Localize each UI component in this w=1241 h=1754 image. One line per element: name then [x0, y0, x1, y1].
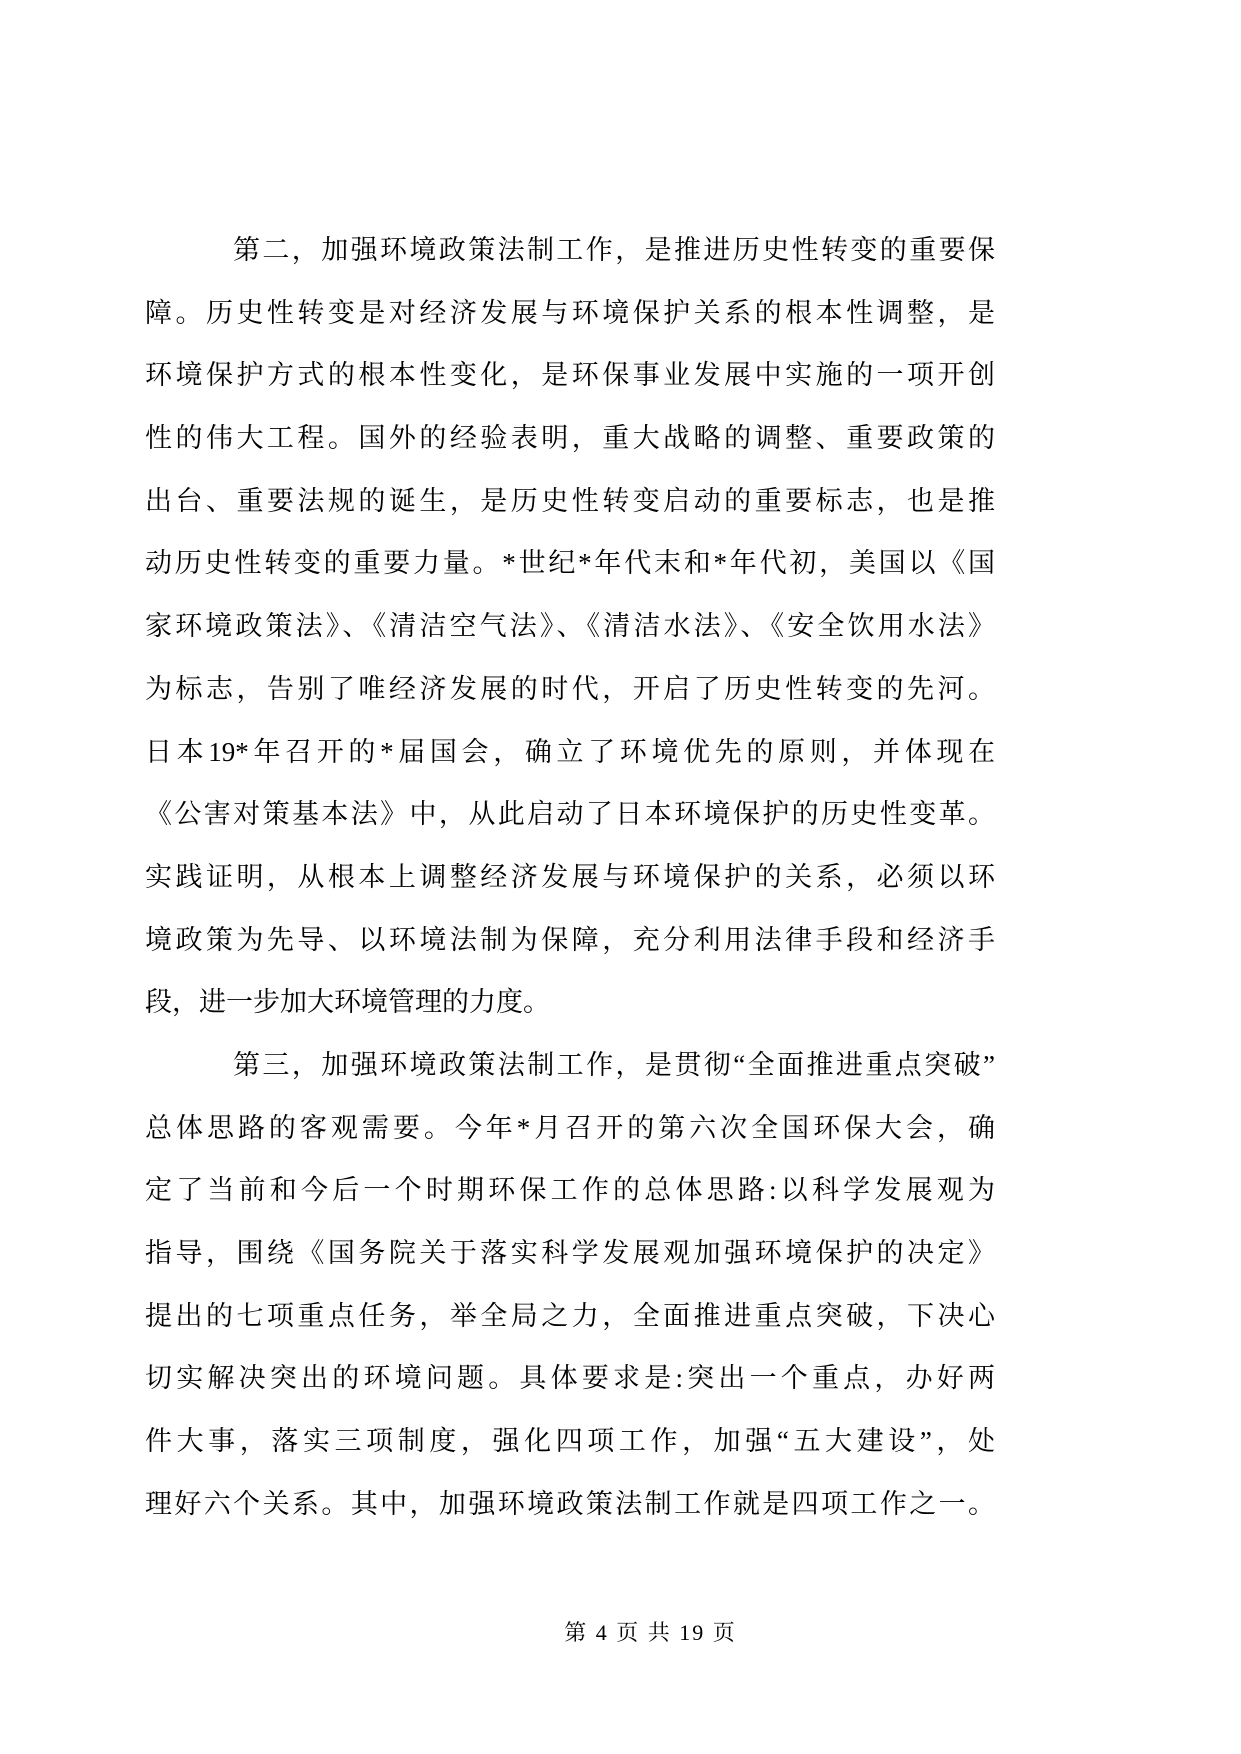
page-number-indicator — [564, 1620, 737, 1645]
page-footer — [0, 1616, 1241, 1647]
current-page-number: 4 — [595, 1620, 609, 1645]
total-pages-number: 19 — [679, 1620, 706, 1645]
total-word-suffix: 页 — [712, 1620, 737, 1645]
text-line: 动历史性转变的重要力量。*世纪*年代末和*年代初，美国以《国 — [145, 548, 995, 579]
text-line: 日本19*年召开的*届国会，确立了环境优先的原则，并体现在 — [145, 736, 995, 767]
text-line: 件大事，落实三项制度，强化四项工作，加强“五大建设”，处 — [145, 1426, 995, 1457]
text-line: 理好六个关系。其中，加强环境政策法制工作就是四项工作之一。 — [145, 1488, 995, 1519]
text-line: 《公害对策基本法》中，从此启动了日本环境保护的历史性变革。 — [145, 799, 995, 830]
text-line: 切实解决突出的环境问题。具体要求是:突出一个重点，办好两 — [145, 1363, 995, 1394]
text-line: 实践证明，从根本上调整经济发展与环境保护的关系，必须以环 — [145, 861, 995, 892]
text-line: 境政策为先导、以环境法制为保障，充分利用法律手段和经济手 — [145, 924, 995, 955]
paragraph-third-point — [145, 1034, 995, 1536]
text-line: 性的伟大工程。国外的经验表明，重大战略的调整、重要政策的 — [145, 423, 995, 454]
text-line: 障。历史性转变是对经济发展与环境保护关系的根本性调整，是 — [145, 297, 995, 328]
page-word-suffix: 页 — [616, 1620, 641, 1645]
document-body — [145, 219, 995, 1535]
paragraph-second-point — [145, 219, 995, 1034]
text-line: 总体思路的客观需要。今年*月召开的第六次全国环保大会，确 — [145, 1112, 995, 1143]
text-line: 第二，加强环境政策法制工作，是推进历史性转变的重要保 — [233, 235, 995, 265]
text-line: 指导，围绕《国务院关于落实科学发展观加强环境保护的决定》 — [145, 1238, 995, 1268]
text-line: 环境保护方式的根本性变化，是环保事业发展中实施的一项开创 — [145, 360, 995, 391]
text-line: 第三，加强环境政策法制工作，是贯彻“全面推进重点突破” — [233, 1049, 995, 1080]
page-word-prefix: 第 — [564, 1620, 589, 1645]
text-line: 段，进一步加大环境管理的力度。 — [145, 987, 550, 1018]
total-word-prefix: 共 — [647, 1620, 672, 1645]
text-line: 提出的七项重点任务，举全局之力，全面推进重点突破，下决心 — [145, 1300, 995, 1331]
text-line: 出台、重要法规的诞生，是历史性转变启动的重要标志，也是推 — [145, 485, 995, 516]
text-line: 定了当前和今后一个时期环保工作的总体思路:以科学发展观为 — [145, 1175, 995, 1206]
text-line: 家环境政策法》、《清洁空气法》、《清洁水法》、《安全饮用水法》 — [145, 611, 995, 642]
text-line: 为标志，告别了唯经济发展的时代，开启了历史性转变的先河。 — [145, 673, 995, 704]
